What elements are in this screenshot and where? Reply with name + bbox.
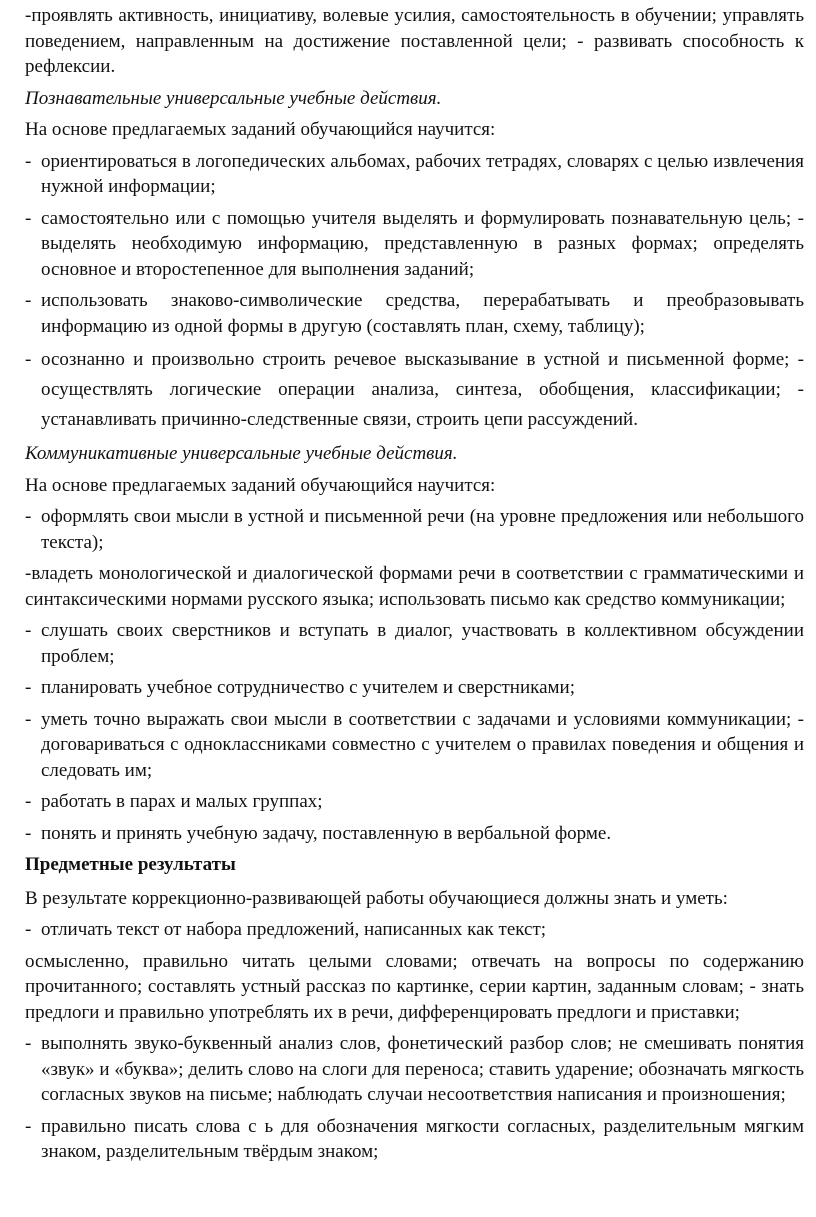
list-item — [25, 345, 804, 435]
list-dash: - — [25, 919, 32, 940]
list-item-text: понять и принять учебную задачу, поставленную в вербальной форме. — [41, 822, 612, 844]
list-item-text: оформлять свои мысли в устной и письменной речи (на уровне предложения или небольшого текста); — [41, 506, 804, 553]
list-dash: - — [25, 1033, 32, 1054]
list-item — [25, 675, 804, 701]
list-item — [25, 917, 804, 943]
list-item-text: уметь точно выражать свои мысли в соответствии с задачами и условиями коммуникации; - договариваться с одноклассниками совместно с учителем о правилах поведения и общения и следовать им; — [41, 708, 804, 781]
paragraph: -владеть монологической и диалогической формами речи в соответствии с грамматическими и синтаксическими нормами русского языка; использовать письмо как средство коммуникации; — [25, 563, 804, 610]
list-dash: - — [25, 207, 32, 229]
list-item — [25, 206, 804, 283]
list-item — [25, 789, 804, 815]
list-item — [25, 707, 804, 784]
list-item — [25, 149, 804, 200]
list-item-text: выполнять звуко-буквенный анализ слов, фонетический разбор слов; не смешивать понятия «звук» и «буква»; делить слово на слоги для переноса; ставить ударение; обозначать мягкость согласных звуков на письме; наблюдать случаи несоответствия написания и произношения; — [41, 1033, 804, 1105]
list-item-text: самостоятельно или с помощью учителя выделять и формулировать познавательную цель; - выделять необходимую информацию, представленную в разных формах; определять основное и второстепенное для выполнения заданий; — [41, 207, 804, 280]
list-item-text: работать в парах и малых группах; — [41, 791, 323, 812]
list-dash: - — [25, 620, 32, 641]
section-heading: Коммуникативные универсальные учебные действия. — [25, 443, 458, 464]
list-dash: - — [25, 677, 32, 698]
section-title: Предметные результаты — [25, 854, 236, 875]
paragraph: На основе предлагаемых заданий обучающийся научится: — [25, 474, 496, 496]
list-item-text: правильно писать слова с ь для обозначения мягкости согласных, разделительным мягким знаком, разделительным твёрдым знаком; — [41, 1115, 804, 1162]
paragraph: осмысленно, правильно читать целыми словами; отвечать на вопросы по содержанию прочитанного; составлять устный рассказ по картинке, серии картин, заданным словам; - знать предлоги и правильно употреблять их в речи, дифференцировать предлоги и приставки; — [25, 950, 804, 1023]
list-item-text: ориентироваться в логопедических альбомах, рабочих тетрадях, словарях с целью извлечения нужной информации; — [41, 150, 804, 197]
list-dash: - — [25, 349, 32, 370]
list-item — [25, 504, 804, 555]
list-item — [25, 618, 804, 669]
list-item-text: планировать учебное сотрудничество с учителем и сверстниками; — [41, 677, 575, 698]
list-item-text: использовать знаково-символические средства, перерабатывать и преобразовывать информацию из одной формы в другую (составлять план, схему, таблицу); — [41, 290, 804, 337]
list-item — [25, 288, 804, 339]
list-item-text: отличать текст от набора предложений, написанных как текст; — [41, 919, 547, 940]
section-heading: Познавательные универсальные учебные действия. — [25, 87, 442, 109]
list-dash: - — [25, 822, 32, 844]
list-dash: - — [25, 1115, 32, 1137]
list-item — [25, 1031, 804, 1108]
list-item — [25, 1114, 804, 1165]
list-dash: - — [25, 791, 32, 812]
list-item — [25, 821, 804, 847]
list-dash: - — [25, 290, 32, 311]
list-dash: - — [25, 708, 32, 730]
paragraph: В результате коррекционно-развивающей работы обучающиеся должны знать и уметь: — [25, 887, 728, 909]
list-dash: - — [25, 150, 32, 172]
paragraph: На основе предлагаемых заданий обучающийся научится: — [25, 119, 496, 140]
paragraph: -проявлять активность, инициативу, волевые усилия, самостоятельность в обучении; управлять поведением, направленным на достижение поставленной цели; - развивать способность к рефлексии. — [25, 5, 804, 77]
list-item-text: слушать своих сверстников и вступать в диалог, участвовать в коллективном обсуждении проблем; — [41, 620, 804, 667]
list-dash: - — [25, 506, 32, 527]
list-item-text: осознанно и произвольно строить речевое высказывание в устной и письменной форме; - осуществлять логические операции анализа, синтеза, обобщения, классификации; - устанавливать причинно-следственные связи, строить цепи рассуждений. — [41, 349, 804, 430]
